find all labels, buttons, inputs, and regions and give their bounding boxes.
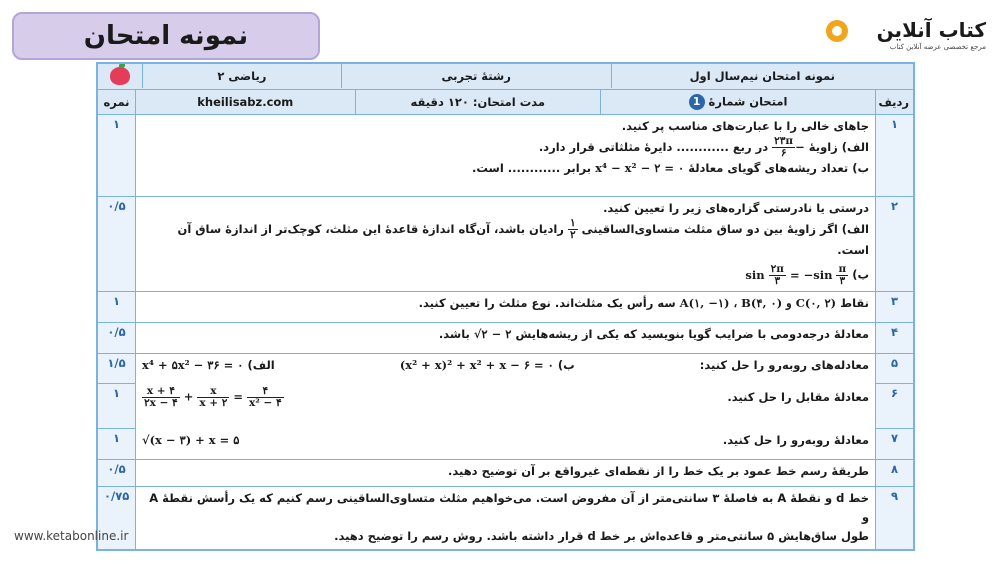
question-text-end: باشد. — [438, 326, 470, 341]
question-row — [98, 322, 914, 353]
fraction-top: ۲π — [770, 263, 784, 275]
question-text — [136, 354, 875, 377]
fraction-top: x — [197, 386, 229, 398]
apple-logo-icon — [98, 64, 143, 88]
math-sign: − — [795, 140, 805, 155]
col-score-header: نمره — [98, 89, 136, 115]
question-number: ۵ — [876, 353, 914, 384]
question-text: طریقهٔ رسم خط عمود بر یک خط را از نقطه‌ای غیرواقع بر آن توضیح دهید. — [136, 459, 876, 486]
title-box: نمونه امتحان — [12, 12, 320, 60]
fraction-bottom: ۳ — [839, 275, 846, 287]
fraction — [836, 264, 848, 287]
math-expression: (x² + x)² + x² + x − ۶ = ۰ — [399, 357, 554, 372]
footer-url: www.ketabonline.ir — [14, 529, 129, 543]
question-number: ۴ — [876, 322, 914, 353]
fraction-top: x + ۴ — [142, 386, 180, 398]
question-part-b — [142, 264, 869, 287]
header-row-2 — [98, 89, 914, 115]
brand-logo — [826, 18, 986, 60]
fraction — [142, 386, 180, 409]
question-text-start: معادلهٔ روبه‌رو را حل کنید. — [722, 432, 869, 447]
part-b-label: ب) — [557, 357, 575, 372]
part-a-text-end: رادیان باشد، آن‌گاه اندازهٔ قاعدهٔ این مثلث، کوچک‌تر از اندازهٔ ساق آن است. — [177, 222, 869, 257]
question-text-start: معادله‌های روبه‌رو را حل کنید: — [699, 357, 869, 372]
math-expression: x⁴ − x² − ۲ = ۰ — [595, 161, 685, 176]
question-number: ۲ — [876, 197, 914, 292]
col-row-header: ردیف — [876, 89, 914, 115]
question-score: ۰/۷۵ — [98, 486, 136, 550]
question-text — [136, 292, 876, 323]
question-score: ۰/۵ — [98, 322, 136, 353]
question-part-a — [142, 218, 869, 260]
math-expression — [745, 263, 848, 287]
math-expression: √۲ − ۲ — [473, 326, 512, 341]
question-score: ۱ — [98, 115, 136, 197]
question-number: ۹ — [876, 486, 914, 550]
question-row — [98, 486, 914, 550]
fraction — [247, 386, 284, 409]
question-score: ۱ — [98, 384, 136, 429]
question-text-start: معادلهٔ مقابل را حل کنید. — [727, 389, 869, 404]
part-a-text: الف) اگر زاویهٔ بین دو ساق مثلث متساوی‌الساقینی — [581, 222, 869, 236]
fraction-bottom: ۳ — [774, 275, 781, 287]
question-score: ۱/۵ — [98, 353, 136, 384]
brand-tagline: مرجع تخصصی عرضه آنلاین کتاب — [889, 43, 986, 51]
fraction-bottom: ۶ — [780, 147, 787, 160]
question-intro: جاهای خالی را با عبارت‌های مناسب پر کنید. — [621, 119, 869, 134]
question-number: ۱ — [876, 115, 914, 197]
question-score: ۰/۵ — [98, 197, 136, 292]
part-a — [142, 356, 275, 375]
exam-number-label: امتحان شمارهٔ — [708, 94, 788, 109]
part-b-label: ب) — [852, 267, 869, 282]
fraction-bottom: ۲ — [569, 229, 576, 241]
question-row — [98, 384, 914, 429]
question-number: ۸ — [876, 459, 914, 486]
exam-number-badge: 1 — [689, 94, 705, 110]
question-text — [136, 197, 876, 292]
fraction-top: ۴ — [247, 386, 284, 398]
part-b — [400, 356, 575, 375]
question-number: ۳ — [876, 292, 914, 323]
fraction-bottom: x² − ۴ — [249, 396, 282, 409]
question-text — [136, 115, 876, 197]
duration-label: مدت امتحان: ۱۲۰ دقیقه — [355, 90, 600, 114]
question-text — [136, 486, 876, 550]
math-operator: = −sin — [789, 267, 833, 282]
question-text-start: معادلهٔ درجه‌دومی با ضرایب گویا بنویسید که یکی از ریشه‌هایش — [515, 326, 869, 341]
fraction — [197, 386, 229, 409]
exam-title: نمونه امتحان نیم‌سال اول — [611, 64, 913, 88]
fraction — [772, 136, 795, 159]
question-row — [98, 292, 914, 323]
question-row — [98, 459, 914, 486]
question-text — [136, 384, 875, 411]
question-score: ۰/۵ — [98, 459, 136, 486]
question-line-1: خط d و نقطهٔ A به فاصلهٔ ۳ سانتی‌متر از آن مفروض است. می‌خواهیم مثلث متساوی‌الساقینی رسم کنیم که یک رأسش نقطهٔ A و — [149, 490, 869, 524]
fraction-top: ۱ — [569, 217, 576, 229]
sin-text: sin — [745, 267, 765, 282]
question-line-2: طول ساق‌هایش ۵ سانتی‌متر و قاعده‌اش بر خط d قرار داشته باشد. روش رسم را توضیح دهید. — [334, 528, 869, 543]
fraction-top: ۲۳π — [774, 135, 794, 148]
fraction-bottom: ۲x − ۴ — [144, 396, 178, 409]
question-intro: درستی یا نادرستی گزاره‌های زیر را تعیین کنید. — [603, 201, 869, 215]
question-row — [98, 429, 914, 460]
brand-name: کتاب آنلاین — [876, 18, 986, 42]
brand-icon — [826, 20, 848, 42]
question-number: ۶ — [876, 384, 914, 429]
question-part-b — [142, 159, 869, 178]
question-number: ۷ — [876, 429, 914, 460]
part-b-text-end: برابر ............ است. — [472, 161, 592, 176]
question-row — [98, 353, 914, 384]
fraction — [568, 218, 578, 241]
question-text-end: سه رأس یک مثلث‌اند. نوع مثلث را تعیین کنید. — [418, 296, 676, 311]
part-a-text-end: در ربع ............ دایرهٔ مثلثاتی قرار دارد. — [538, 140, 769, 155]
course-label: ریاضی ۲ — [143, 64, 342, 88]
part-b-text: ب) تعداد ریشه‌های گویای معادلهٔ — [688, 161, 869, 176]
math-operator: = — [233, 389, 244, 404]
part-a-text: الف) زاویهٔ — [808, 140, 869, 155]
exam-number — [600, 90, 875, 114]
question-text — [136, 322, 876, 353]
math-expression: x⁴ + ۵x² − ۳۶ = ۰ — [142, 357, 244, 372]
math-points: A(۱, −۱) ، B(۴, ۰) و C(۰, ۲) — [679, 296, 837, 311]
math-expression: √(x − ۳) + x = ۵ — [142, 432, 240, 447]
fraction-top: π — [838, 263, 847, 275]
math-expression — [142, 386, 284, 409]
website-label: kheilisabz.com — [136, 90, 355, 114]
math-operator: + — [183, 389, 194, 404]
question-score: ۱ — [98, 429, 136, 460]
exam-sheet — [96, 62, 915, 551]
question-text-start: نقاط — [840, 296, 869, 311]
question-score: ۱ — [98, 292, 136, 323]
header-row-1 — [98, 64, 914, 90]
part-a-label: الف) — [247, 357, 275, 372]
question-text — [136, 429, 875, 452]
question-part-a — [142, 136, 869, 159]
question-row — [98, 115, 914, 197]
fraction — [769, 264, 786, 287]
question-row — [98, 197, 914, 292]
fraction-bottom: x + ۲ — [199, 396, 228, 409]
field-label: رشتهٔ تجربی — [341, 64, 611, 88]
